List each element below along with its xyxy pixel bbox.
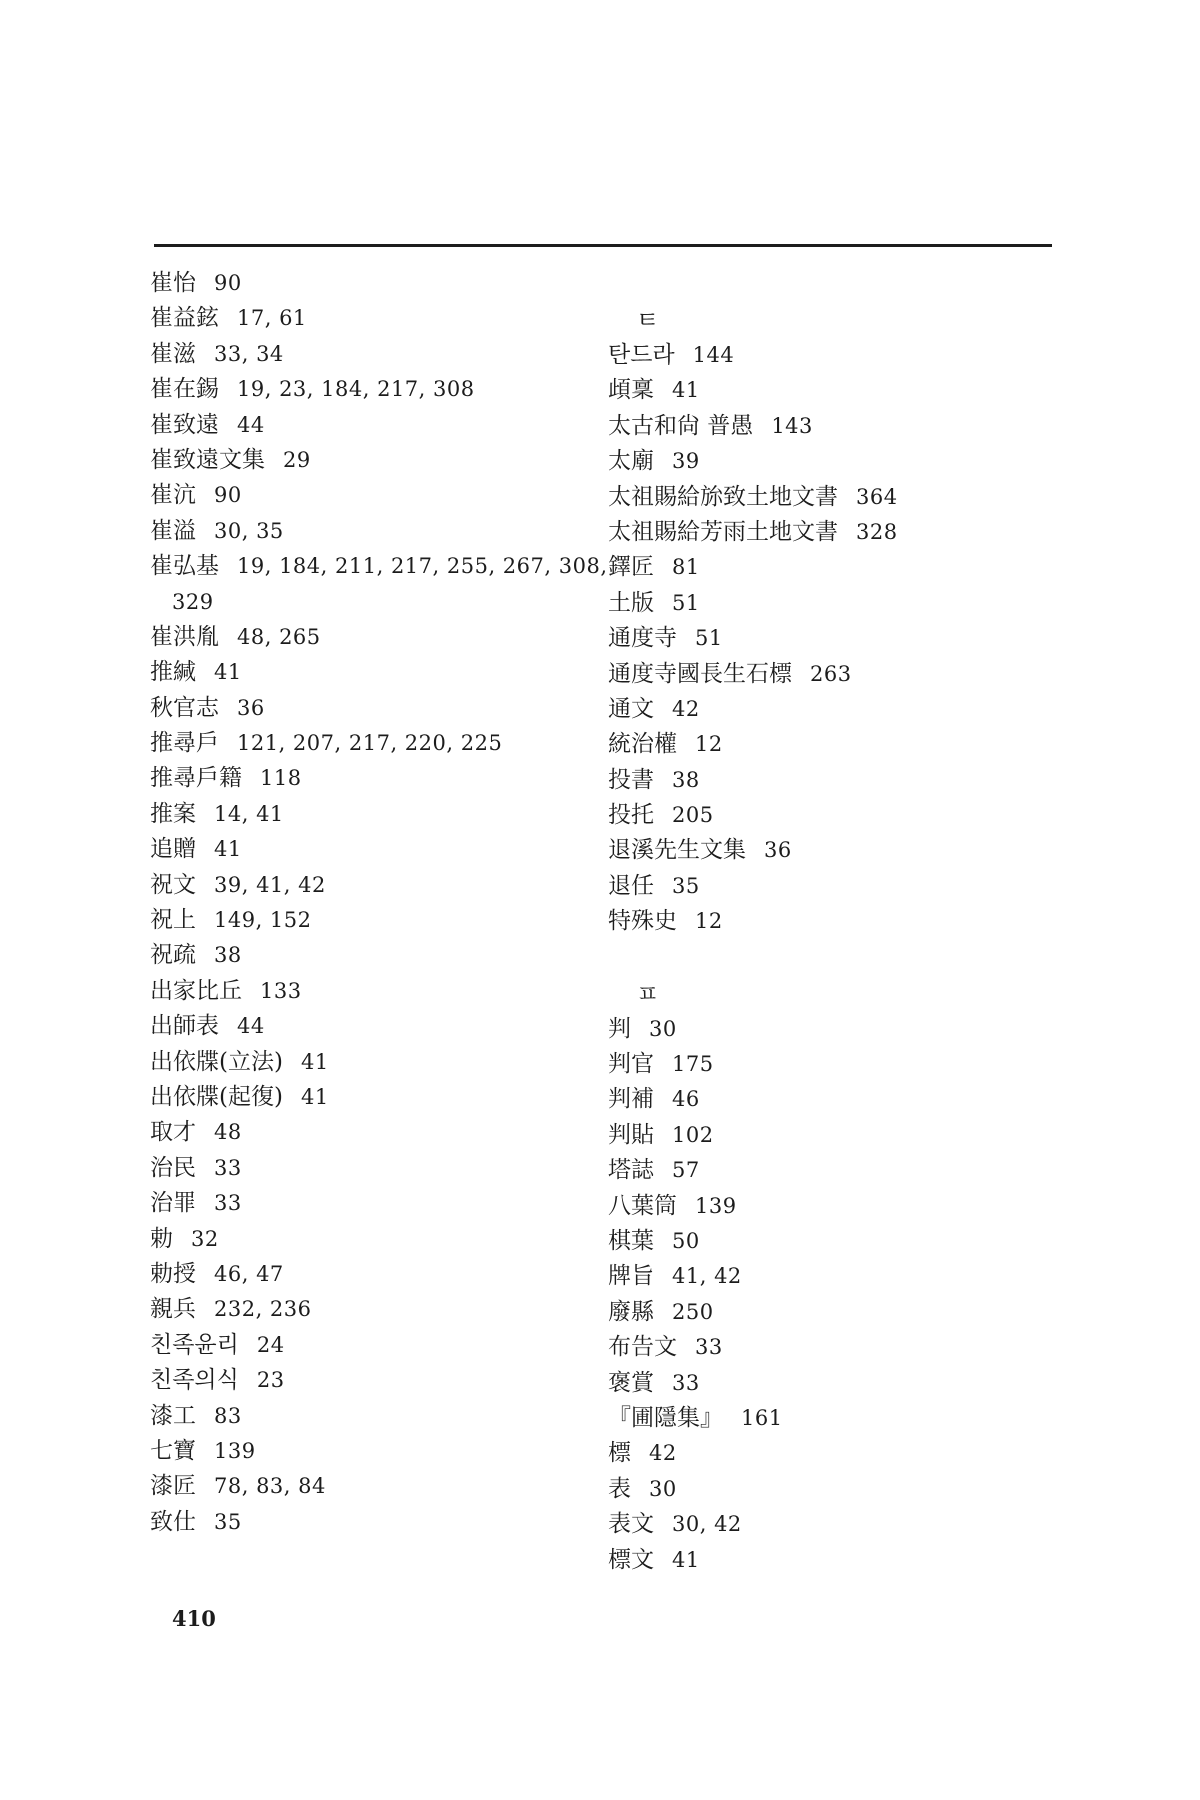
index-term: 判補 [608,1086,654,1113]
index-entry [150,301,620,336]
page-number: 410 [172,1606,216,1631]
index-entry [608,1401,1068,1436]
index-pages: 48, 265 [237,624,321,649]
section-heading-t: ㅌ [636,306,660,334]
index-pages: 39 [672,449,700,474]
index-entry [608,833,1068,868]
index-pages: 41 [672,378,700,403]
index-entry [608,1259,1068,1294]
index-entry [150,266,620,301]
index-pages: 42 [649,1441,677,1466]
index-pages: 250 [672,1299,714,1324]
index-entry [150,337,620,372]
index-pages: 90 [214,483,242,508]
index-entry [608,657,1068,692]
index-pages: 17, 61 [237,306,307,331]
index-entry [150,761,620,796]
index-term: 崔沆 [150,482,196,509]
index-pages: 57 [672,1158,700,1183]
index-pages: 30 [649,1476,677,1501]
index-entry [608,621,1068,656]
index-pages: 35 [214,1509,242,1534]
index-entry [608,338,1068,373]
index-pages: 139 [695,1193,737,1218]
index-term: 退任 [608,872,654,899]
index-pages: 364 [856,484,898,509]
index-entry [608,1224,1068,1259]
index-entry [608,727,1068,762]
index-entry [150,620,620,655]
index-pages: 30 [649,1016,677,1041]
index-term: 勅授 [150,1260,196,1287]
index-entry [150,726,620,761]
index-entry [608,480,1068,515]
index-term: 統治權 [608,731,677,758]
index-pages: 139 [214,1438,256,1463]
index-pages: 23 [256,1368,285,1393]
index-term: 崔致遠 [150,411,219,438]
index-pages: 143 [771,413,813,438]
index-entry [608,1012,1068,1047]
index-entry [150,1115,620,1150]
index-pages: 175 [672,1052,714,1077]
index-term: 通文 [608,695,654,722]
index-pages: 41 [300,1049,329,1074]
index-pages: 50 [672,1228,700,1253]
index-entry [150,1363,620,1398]
index-pages: 36 [237,695,265,720]
index-pages: 33 [672,1370,700,1395]
index-term: 廢縣 [608,1298,654,1325]
index-entry [150,585,620,620]
index-pages: 83 [214,1403,242,1428]
index-term: 太祖賜給芳雨土地文書 [608,518,838,545]
index-term: 治罪 [150,1190,196,1217]
index-term: 『圃隱集』 [608,1404,723,1431]
index-entry [608,1189,1068,1224]
index-list-t [608,338,1068,940]
index-term: 친족윤리 [150,1331,239,1358]
index-pages: 90 [214,271,242,295]
index-pages: 44 [237,412,265,437]
index-pages: 102 [672,1122,714,1147]
index-term: 鐸匠 [608,554,654,581]
index-entry [150,1045,620,1080]
index-term: 退溪先生文集 [608,837,746,864]
index-pages: 36 [764,838,792,863]
index-pages: 42 [672,696,700,721]
index-term: 勅 [150,1225,173,1252]
index-entry [608,1330,1068,1365]
index-term: 治民 [150,1154,196,1181]
index-term: 漆工 [150,1402,196,1429]
index-pages: 51 [695,626,723,651]
index-term: 八葉筒 [608,1192,677,1219]
index-term: 推尋戶 [150,730,219,757]
index-pages: 48 [214,1120,242,1145]
index-entry [150,1469,620,1504]
index-entry [150,478,620,513]
index-term: 表文 [608,1511,654,1538]
section-gap [608,940,1068,976]
index-term: 崔弘基 [150,553,219,580]
index-entry [150,1505,620,1540]
index-pages: 205 [672,803,714,828]
index-pages: 33 [214,1191,242,1216]
index-entry [150,1399,620,1434]
index-term: 太祖賜給旀致土地文書 [608,483,838,510]
index-entry [150,1186,620,1221]
index-entry [608,444,1068,479]
index-term: 出依牒(立法) [150,1048,283,1075]
index-entry [608,1543,1068,1578]
index-term: 塔誌 [608,1157,654,1184]
index-pages: 24 [256,1332,285,1357]
index-term: 친족의식 [150,1367,239,1394]
index-term: 推緘 [150,659,196,686]
index-term: 追贈 [150,836,196,863]
index-pages: 41 [214,660,242,685]
index-entry [608,763,1068,798]
index-pages: 133 [260,978,302,1003]
index-pages: 32 [191,1226,219,1251]
index-column-left [150,266,620,1540]
index-pages: 121, 207, 217, 220, 225 [237,731,503,756]
index-entry [150,1009,620,1044]
index-term: 判 [608,1015,631,1042]
index-pages: 78, 83, 84 [214,1474,326,1499]
index-pages: 263 [810,661,852,686]
index-entry [150,1257,620,1292]
index-term: 崔在錫 [150,376,219,403]
index-pages: 161 [741,1405,783,1430]
index-term: 取才 [150,1119,196,1146]
index-term: 判貼 [608,1121,654,1148]
index-term: 推案 [150,800,196,827]
index-entry [150,443,620,478]
index-entry [608,904,1068,939]
index-term: 탄드라 [608,342,675,368]
index-pages: 30, 35 [214,518,284,543]
index-pages: 329 [172,589,214,614]
index-entry [608,1082,1068,1117]
index-term: 七寶 [150,1437,196,1464]
index-entry [608,1153,1068,1188]
index-term: 通度寺國長生石標 [608,660,792,687]
index-term: 褒賞 [608,1369,654,1396]
index-term: 判官 [608,1051,654,1078]
index-entry [150,903,620,938]
index-entry [150,797,620,832]
index-pages: 232, 236 [214,1297,312,1322]
index-pages: 19, 184, 211, 217, 255, 267, 308, [237,554,608,579]
index-entry [150,1292,620,1327]
index-pages: 29 [283,447,311,472]
index-pages: 38 [672,767,700,792]
index-entry [150,549,620,584]
index-term: 祝疏 [150,942,196,969]
index-entry [608,409,1068,444]
index-entry [150,372,620,407]
index-term: 出師表 [150,1013,219,1040]
index-entry [608,869,1068,904]
index-pages: 144 [692,343,735,367]
index-pages: 41 [300,1084,329,1109]
index-term: 漆匠 [150,1473,196,1500]
index-term: 表 [608,1475,631,1502]
index-entry [608,1118,1068,1153]
index-term: 布告文 [608,1334,677,1361]
index-entry [608,1436,1068,1471]
index-pages: 44 [237,1014,265,1039]
index-column-right [608,302,1068,1578]
index-term: 太廟 [608,448,654,475]
index-term: 崔洪胤 [150,623,219,650]
index-entry [608,1472,1068,1507]
index-entry [608,1366,1068,1401]
index-term: 投托 [608,802,654,829]
index-pages: 46 [672,1087,700,1112]
index-entry [150,514,620,549]
index-pages: 35 [672,873,700,898]
index-pages: 41 [214,837,242,862]
index-term: 牌旨 [608,1263,654,1290]
index-pages: 12 [695,732,723,757]
index-entry [150,1222,620,1257]
index-term: 推尋戶籍 [150,765,242,792]
index-pages: 118 [260,766,302,791]
index-term: 出依牒(起復) [150,1083,283,1110]
index-pages: 30, 42 [672,1512,742,1537]
index-pages: 328 [856,519,898,544]
index-term: 太古和尙 普愚 [608,412,754,439]
index-pages: 41 [672,1547,700,1572]
index-pages: 33, 34 [214,341,284,366]
index-term: 標文 [608,1546,654,1573]
index-term: 崔怡 [150,270,196,296]
index-entry [150,1434,620,1469]
index-term: 崔溢 [150,517,196,544]
index-term: 標 [608,1440,631,1467]
index-entry [150,1151,620,1186]
index-pages: 81 [672,555,700,580]
index-entry [608,1295,1068,1330]
index-entry [608,586,1068,621]
index-term: 頉稟 [608,377,654,404]
index-entry [150,408,620,443]
index-entry [150,938,620,973]
index-term: 土版 [608,589,654,616]
index-pages: 14, 41 [214,801,284,826]
top-rule [154,244,1052,247]
index-pages: 39, 41, 42 [214,872,326,897]
index-pages: 33 [695,1335,723,1360]
index-list-left [150,266,620,1540]
index-entry [150,655,620,690]
index-entry [150,832,620,867]
index-entry [608,1047,1068,1082]
index-term: 親兵 [150,1296,196,1323]
index-pages: 19, 23, 184, 217, 308 [237,377,475,402]
index-entry [150,1328,620,1363]
index-pages: 51 [672,590,700,615]
index-pages: 46, 47 [214,1261,284,1286]
index-term: 棋葉 [608,1227,654,1254]
index-entry [150,691,620,726]
index-entry [608,1507,1068,1542]
index-term: 祝文 [150,871,196,898]
index-term: 祝上 [150,907,196,934]
index-term: 致仕 [150,1508,196,1535]
index-term: 崔益鉉 [150,305,219,332]
index-term: 通度寺 [608,625,677,652]
index-entry [150,974,620,1009]
index-entry [608,692,1068,727]
index-pages: 33 [214,1155,242,1180]
index-term: 出家比丘 [150,977,242,1004]
section-heading-p: ㅍ [636,979,660,1008]
index-pages: 12 [695,909,723,934]
index-term: 秋官志 [150,694,219,721]
index-pages: 38 [214,943,242,968]
index-entry [150,868,620,903]
index-pages: 41, 42 [672,1264,742,1289]
index-term: 崔致遠文集 [150,446,265,473]
index-entry [608,515,1068,550]
index-entry [608,373,1068,408]
index-list-p [608,1012,1068,1578]
index-term: 崔滋 [150,340,196,367]
index-pages: 149, 152 [214,908,312,933]
index-entry [150,1080,620,1115]
index-entry [608,798,1068,833]
index-entry [608,550,1068,585]
index-term: 投書 [608,766,654,793]
index-term: 特殊史 [608,908,677,935]
